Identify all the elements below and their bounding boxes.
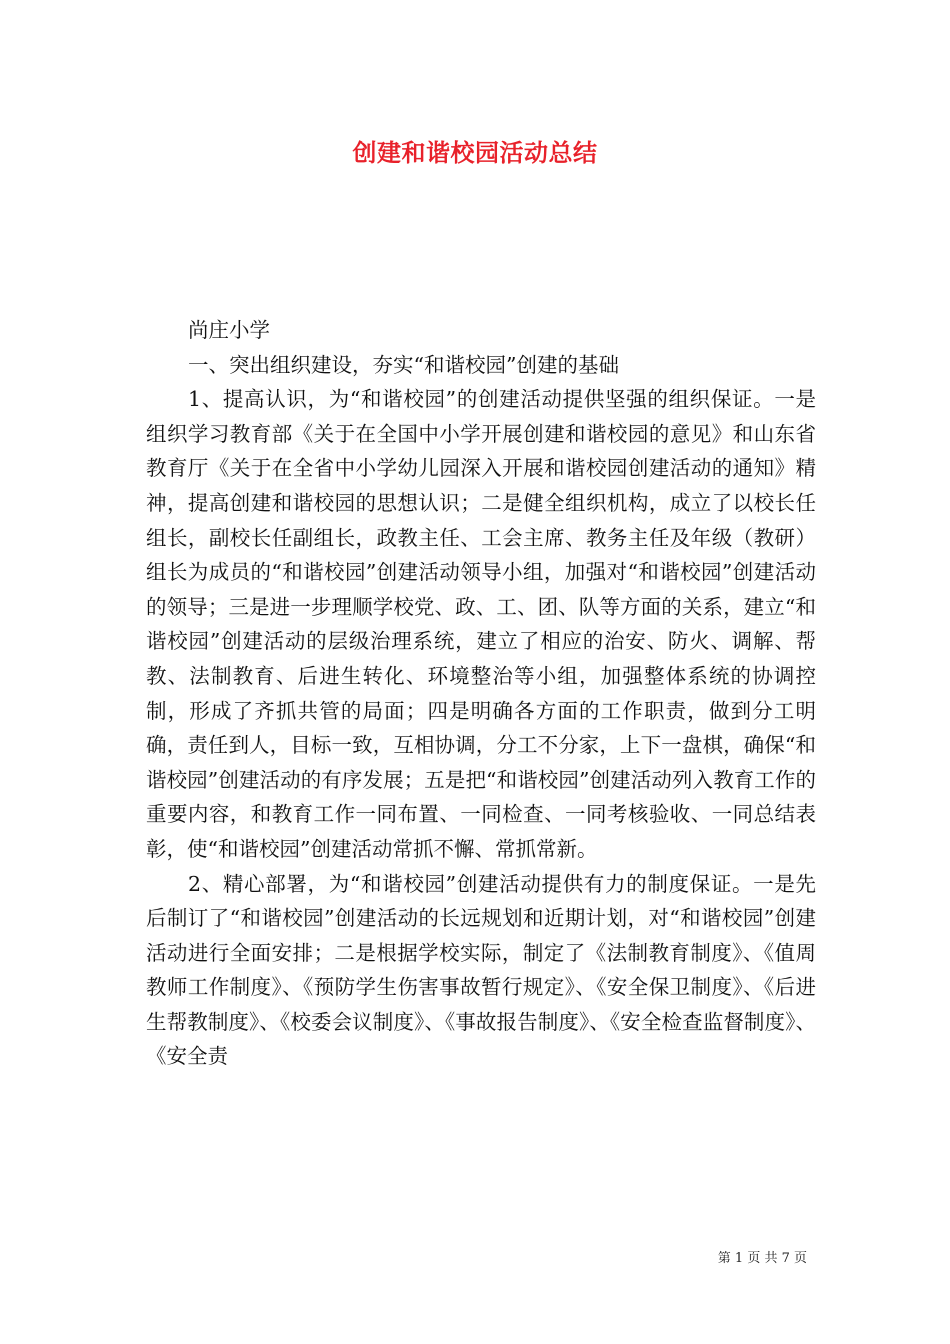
school-name: 尚庄小学 (188, 318, 270, 342)
section-heading: 一、突出组织建设，夯实“和谐校园”创建的基础 (188, 352, 619, 377)
paragraph: 1、提高认识，为“和谐校园”的创建活动提供坚强的组织保证。一是组织学习教育部《关于在全国中小学开展创建和谐校园的意见》和山东省教育厅《关于在全省中小学幼儿园深入开展和谐校园创建活动的通知》精神，提高创建和谐校园的思想认识；二是健全组织机构，成立了以校长任组长，副校长任副组长，政教主任、工会主席、教务主任及年级（教研）组长为成员的“和谐校园”创建活动领导小组，加强对“和谐校园”创建活动的领导；三是进一步理顺学校党、政、工、团、队等方面的关系，建立“和谐校园”创建活动的层级治理系统，建立了相应的治安、防火、调解、帮教、法制教育、后进生转化、环境整治等小组，加强整体系统的协调控制，形成了齐抓共管的局面；四是明确各方面的工作职责，做到分工明确，责任到人，目标一致，互相协调，分工不分家，上下一盘棋，确保“和谐校园”创建活动的有序发展；五是把“和谐校园”创建活动列入教育工作的重要内容，和教育工作一同布置、一同检查、一同考核验收、一同总结表彰，使“和谐校园”创建活动常抓不懈、常抓常新。 (146, 387, 816, 861)
document-body (146, 313, 816, 1074)
document-title: 创建和谐校园活动总结 (352, 138, 598, 167)
page-number: 第 1 页 共 7 页 (717, 1251, 807, 1266)
paragraph: 2、精心部署，为“和谐校园”创建活动提供有力的制度保证。一是先后制订了“和谐校园”创建活动的长远规划和近期计划，对“和谐校园”创建活动进行全面安排；二是根据学校实际，制定了《法制教育制度》、《值周教师工作制度》、《预防学生伤害事故暂行规定》、《安全保卫制度》、《后进生帮教制度》、《校委会议制度》、《事故报告制度》、《安全检查监督制度》、《安全责 (146, 871, 816, 1069)
